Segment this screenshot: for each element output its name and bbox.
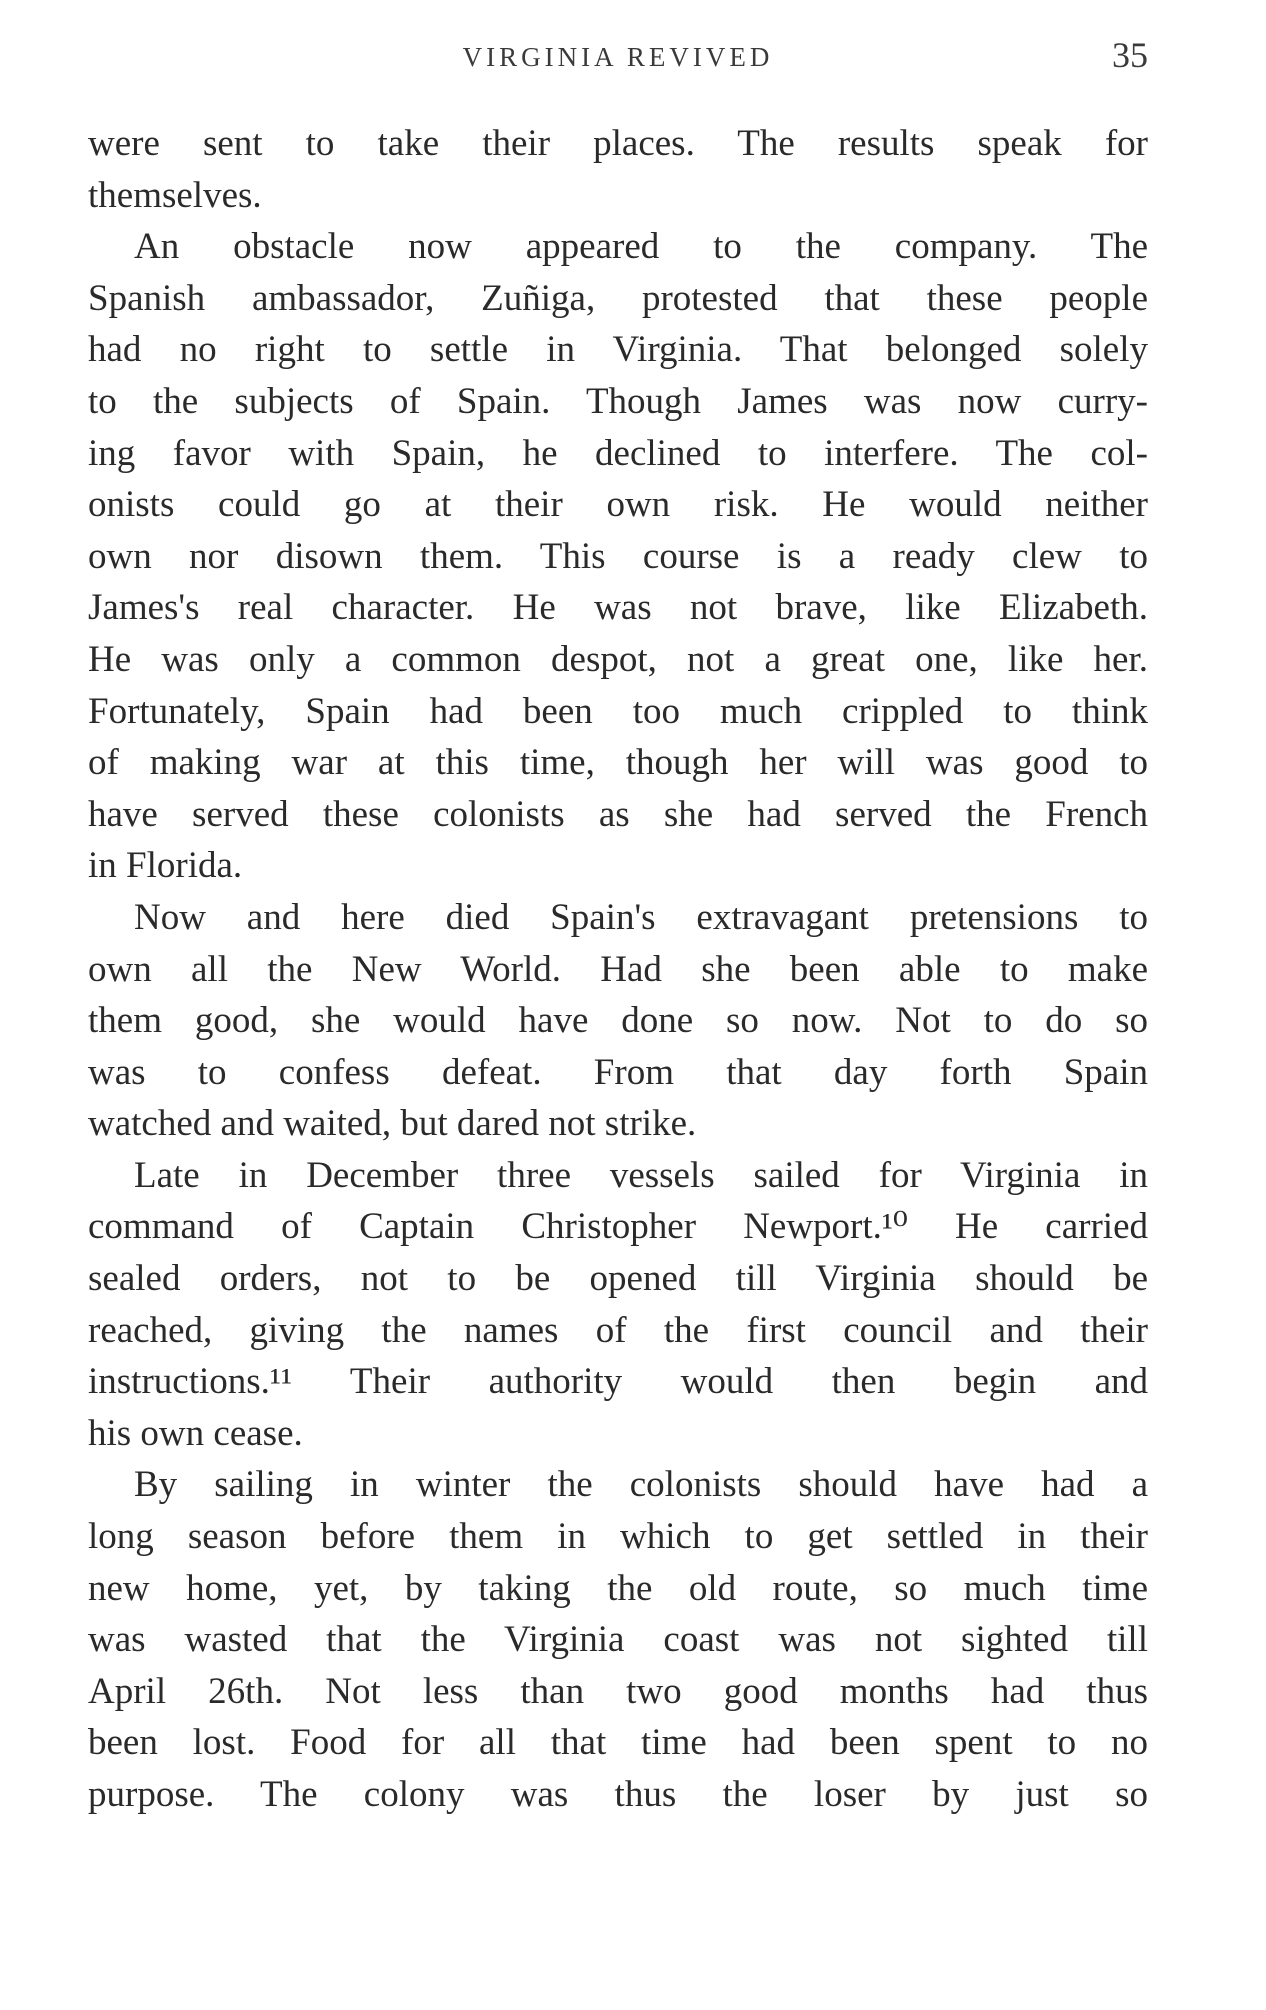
text-line: own nor disown them. This course is a ready clew to	[88, 535, 1148, 577]
text-line: was to confess defeat. From that day forth Spain	[88, 1051, 1148, 1093]
text-line: Late in December three vessels sailed for Virginia in	[134, 1154, 1148, 1196]
body-text	[88, 118, 1148, 1821]
running-title: VIRGINIA REVIVED	[462, 42, 774, 72]
text-line: long season before them in which to get settled in their	[88, 1516, 1148, 1558]
text-line: own all the New World. Had she been able to make	[88, 948, 1148, 990]
text-line: in Florida.	[88, 845, 243, 887]
text-line: his own cease.	[88, 1412, 303, 1454]
text-line: April 26th. Not less than two good months had thus	[88, 1670, 1148, 1712]
text-line: James's real character. He was not brave, like Elizabeth.	[88, 587, 1148, 629]
text-line: been lost. Food for all that time had been spent to no	[88, 1722, 1148, 1764]
text-line: had no right to settle in Virginia. That belonged solely	[88, 329, 1148, 371]
text-line: sealed orders, not to be opened till Virginia should be	[88, 1258, 1148, 1300]
text-line: ing favor with Spain, he declined to interfere. The col-	[88, 432, 1148, 474]
text-line: were sent to take their places. The results speak for	[88, 123, 1148, 164]
text-line: new home, yet, by taking the old route, so much time	[88, 1567, 1148, 1609]
page-number: 35	[1112, 35, 1148, 75]
text-line: command of Captain Christopher Newport.¹⁰ He carried	[88, 1206, 1148, 1248]
text-line: them good, she would have done so now. Not to do so	[88, 1000, 1148, 1042]
text-line: have served these colonists as she had served the French	[88, 793, 1148, 835]
text-line: reached, giving the names of the first council and their	[88, 1309, 1148, 1351]
text-line: was wasted that the Virginia coast was not sighted till	[88, 1619, 1148, 1661]
text-line: Now and here died Spain's extravagant pretensions to	[134, 896, 1148, 938]
text-line: By sailing in winter the colonists should have had a	[134, 1464, 1148, 1506]
text-line: themselves.	[88, 174, 262, 216]
text-line: to the subjects of Spain. Though James was now curry-	[88, 380, 1148, 422]
text-line: He was only a common despot, not a great one, like her.	[88, 638, 1148, 680]
running-head	[88, 34, 1148, 78]
text-line: purpose. The colony was thus the loser by just so	[88, 1774, 1148, 1815]
text-line: instructions.¹¹ Their authority would then begin and	[88, 1361, 1148, 1403]
text-line: watched and waited, but dared not strike.	[88, 1103, 697, 1145]
text-line: An obstacle now appeared to the company. The	[134, 226, 1148, 268]
text-line: of making war at this time, though her will was good to	[88, 742, 1148, 784]
text-line: Fortunately, Spain had been too much crippled to think	[88, 690, 1148, 732]
text-line: Spanish ambassador, Zuñiga, protested that these people	[88, 277, 1148, 319]
text-line: onists could go at their own risk. He would neither	[88, 484, 1148, 526]
